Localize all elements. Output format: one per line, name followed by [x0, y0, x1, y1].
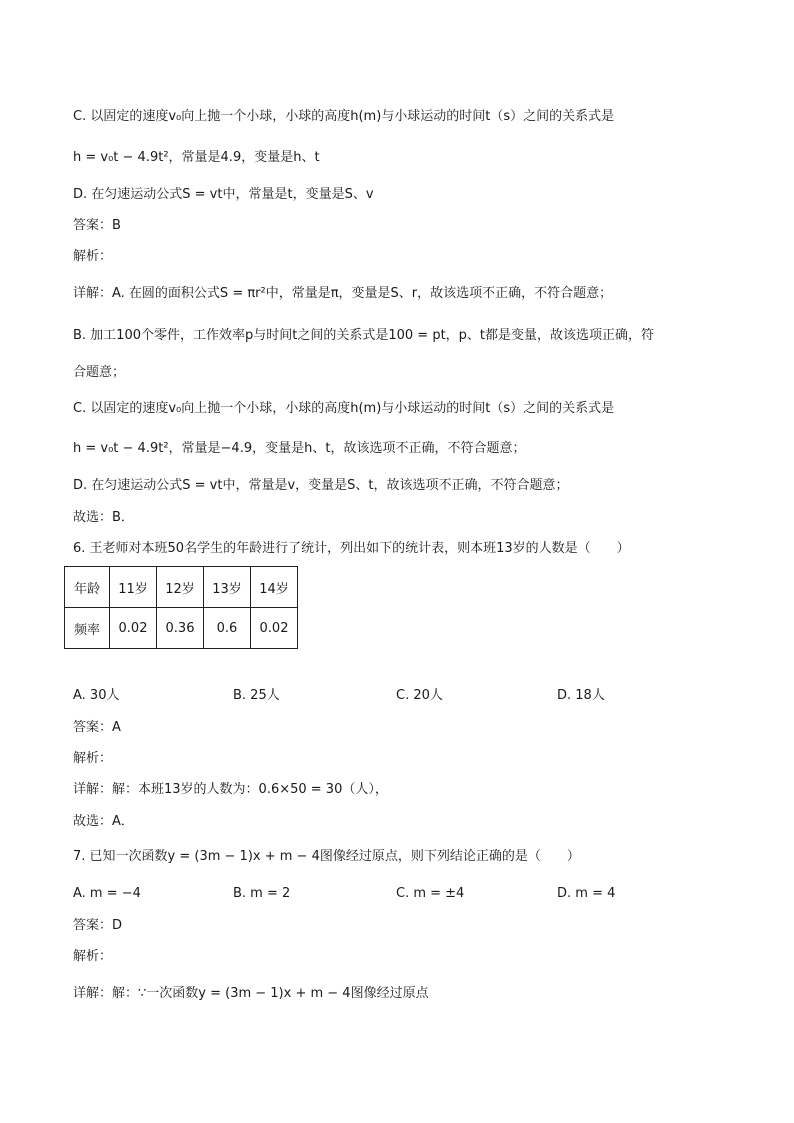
- table-cell: 14岁: [251, 567, 298, 608]
- table-cell: 频率: [65, 608, 110, 649]
- q6-option-b: B. 25人: [233, 688, 280, 703]
- q5-option-d: D. 在匀速运动公式S = vt中，常量是t，变量是S、v: [73, 187, 374, 202]
- q7-option-a: A. m = −4: [73, 886, 141, 901]
- q5-detail-c-formula: h = v₀t − 4.9t²，常量是−4.9，变量是h、t，故该选项不正确，不符合题意；: [73, 441, 526, 456]
- q7-option-b: B. m = 2: [233, 886, 291, 901]
- table-row: [65, 567, 298, 608]
- q5-detail-c: C. 以固定的速度v₀向上抛一个小球，小球的高度h(m)与小球运动的时间t（s）之间的关系式是: [73, 401, 615, 416]
- q7-answer: 答案：D: [73, 918, 123, 933]
- table-cell: 0.36: [157, 608, 204, 649]
- q6-answer: 答案：A: [73, 720, 121, 735]
- q7-analysis: 解析：: [73, 949, 113, 964]
- q6-detail: 详解：解：本班13岁的人数为：0.6×50 = 30（人），: [73, 782, 388, 797]
- q6-question: 6. 王老师对本班50名学生的年龄进行了统计，列出如下的统计表，则本班13岁的人数是（ ）: [73, 541, 630, 556]
- q6-option-a: A. 30人: [73, 688, 120, 703]
- q7-option-d: D. m = 4: [557, 886, 616, 901]
- q5-detail-b-cont: 合题意；: [73, 365, 126, 380]
- table-cell: 11岁: [110, 567, 157, 608]
- table-row: [65, 608, 298, 649]
- age-frequency-table: [64, 566, 298, 649]
- q6-choice: 故选：A．: [73, 814, 134, 829]
- q5-detail-d: D. 在匀速运动公式S = vt中，常量是v，变量是S、t，故该选项不正确，不符合题意；: [73, 478, 569, 493]
- q5-option-c-formula: h = v₀t − 4.9t²，常量是4.9，变量是h、t: [73, 150, 320, 165]
- table-cell: 0.02: [251, 608, 298, 649]
- table-cell: 12岁: [157, 567, 204, 608]
- q7-option-c: C. m = ±4: [396, 886, 465, 901]
- q5-detail-a: 详解：A. 在圆的面积公式S = πr²中，常量是π，变量是S、r，故该选项不正确，不符合题意；: [73, 286, 613, 301]
- q6-option-d: D. 18人: [557, 688, 605, 703]
- q5-answer: 答案：B: [73, 218, 121, 233]
- q5-choice: 故选：B．: [73, 510, 134, 525]
- table-cell: 0.02: [110, 608, 157, 649]
- q6-option-c: C. 20人: [396, 688, 443, 703]
- table-cell: 0.6: [204, 608, 251, 649]
- q5-analysis: 解析：: [73, 249, 113, 264]
- q5-option-c: C. 以固定的速度v₀向上抛一个小球，小球的高度h(m)与小球运动的时间t（s）之间的关系式是: [73, 109, 615, 124]
- table-cell: 13岁: [204, 567, 251, 608]
- q6-analysis: 解析：: [73, 751, 113, 766]
- table-cell: 年龄: [65, 567, 110, 608]
- q7-question: 7. 已知一次函数y = (3m − 1)x + m − 4图像经过原点，则下列结论正确的是（ ）: [73, 849, 580, 864]
- q5-detail-b: B. 加工100个零件，工作效率p与时间t之间的关系式是100 = pt，p、t都是变量，故该选项正确，符: [73, 328, 655, 343]
- q7-detail: 详解：解：∵一次函数y = (3m − 1)x + m − 4图像经过原点: [73, 986, 429, 1001]
